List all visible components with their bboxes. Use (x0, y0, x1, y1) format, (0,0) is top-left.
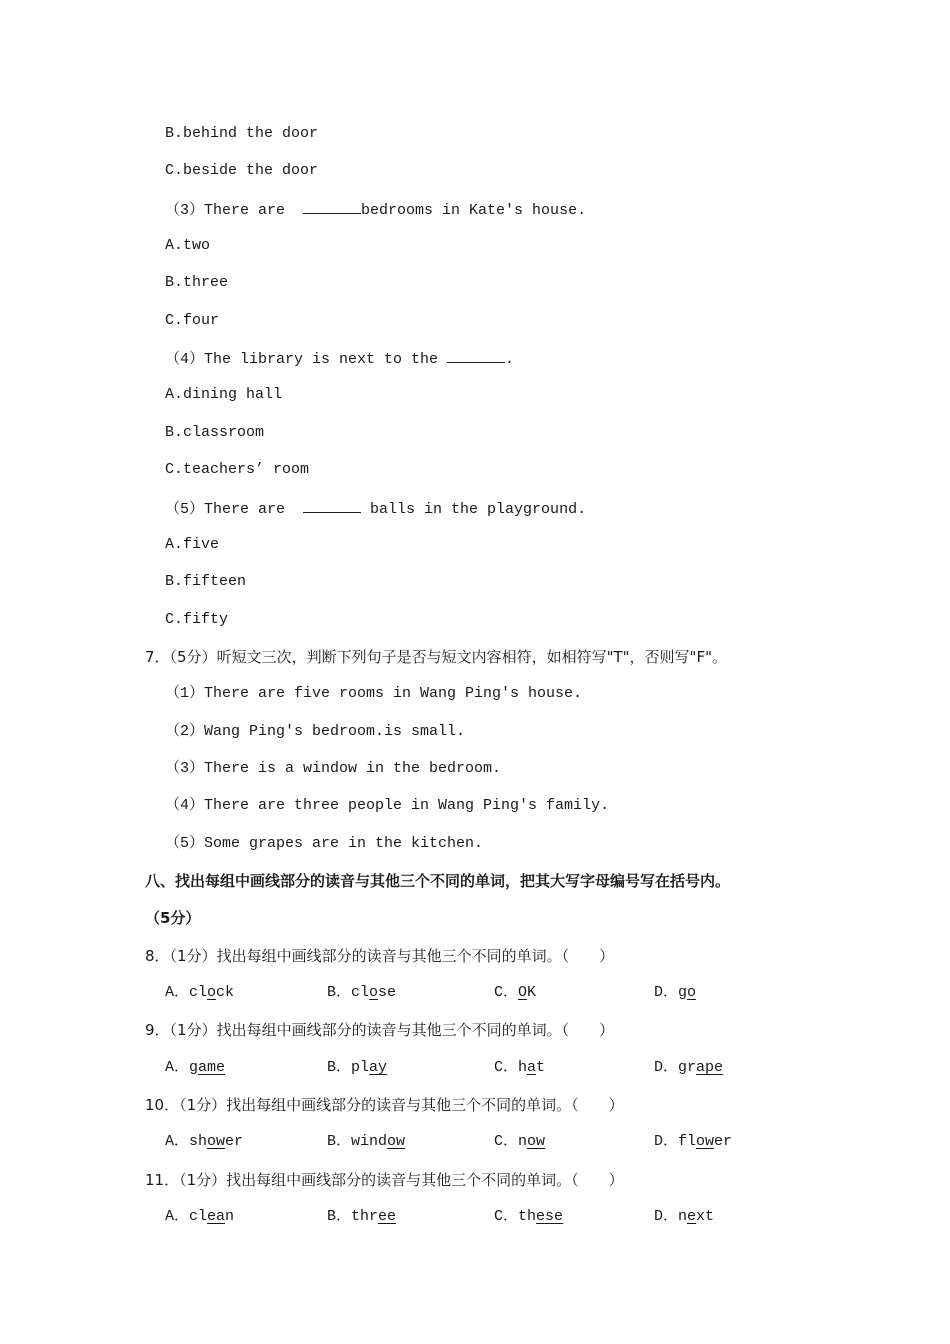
option-letter: B． (327, 1208, 352, 1225)
word-part: n (518, 1133, 528, 1150)
q10-prompt: 10．（1分）找出每组中画线部分的读音与其他三个不同的单词。（ ） (145, 1096, 624, 1114)
word-part: thr (351, 1208, 379, 1225)
option-letter: B． (327, 984, 352, 1001)
option-letter: D． (654, 1059, 679, 1076)
q7-item-1: （1）There are five rooms in Wang Ping's house. (165, 685, 583, 702)
option-letter: A． (165, 1059, 190, 1076)
section-8-score: （5分） (145, 909, 201, 927)
word-part: n (225, 1208, 235, 1225)
underlined-part: o (207, 984, 217, 1001)
underlined-part: ape (696, 1059, 724, 1076)
underlined-part: e (687, 1208, 697, 1225)
word-part: ck (216, 984, 235, 1001)
underlined-part: ese (536, 1208, 564, 1225)
underlined-part: a (527, 1059, 537, 1076)
q9-option-d[interactable] (654, 1058, 723, 1078)
word-part: er (714, 1133, 733, 1150)
underlined-part: ame (198, 1059, 226, 1076)
word-part: n (678, 1208, 688, 1225)
q6-5-option-c: C.fifty (165, 611, 229, 628)
option-letter: A． (165, 1208, 190, 1225)
q6-3-stem-post: bedrooms in Kate's house. (361, 202, 587, 219)
section-8-heading: 八、找出每组中画线部分的读音与其他三个不同的单词，把其大写字母编号写在括号内。 (145, 872, 731, 890)
q7-item-4: （4）There are three people in Wang Ping's family. (165, 797, 610, 814)
q6-4-stem-pre: （4）The library is next to the (165, 351, 448, 368)
q6-5-option-a: A.five (165, 536, 220, 553)
q6-5-stem-pre: （5）There are (165, 501, 304, 518)
word-part: g (189, 1059, 199, 1076)
q6-4-stem-post: . (505, 351, 515, 368)
q9-option-c[interactable] (494, 1058, 545, 1078)
q9-option-a[interactable] (165, 1058, 225, 1078)
option-letter: C． (494, 1208, 519, 1225)
option-letter: A． (165, 1133, 190, 1150)
option-letter: C． (494, 1133, 519, 1150)
word-part: wind (351, 1133, 388, 1150)
q8-option-a[interactable] (165, 983, 234, 1003)
underlined-part: ow (207, 1133, 226, 1150)
word-part: pl (351, 1059, 370, 1076)
q8-option-d[interactable] (654, 983, 696, 1003)
q7-item-5: （5）Some grapes are in the kitchen. (165, 835, 484, 852)
q10-option-c[interactable] (494, 1132, 545, 1152)
answer-blank (303, 199, 361, 214)
word-part: g (678, 984, 688, 1001)
word-part: t (536, 1059, 546, 1076)
q9-prompt: 9．（1分）找出每组中画线部分的读音与其他三个不同的单词。（ ） (145, 1021, 615, 1039)
q10-option-a[interactable] (165, 1132, 243, 1152)
word-part: fl (678, 1133, 697, 1150)
q6-4-option-c: C.teachers’ room (165, 461, 310, 478)
word-part: sh (189, 1133, 208, 1150)
q6-3-stem (165, 199, 586, 221)
underlined-part: O (518, 984, 528, 1001)
q8-prompt: 8．（1分）找出每组中画线部分的读音与其他三个不同的单词。（ ） (145, 947, 615, 965)
underlined-part: ay (369, 1059, 388, 1076)
q8-option-c[interactable] (494, 983, 536, 1003)
underlined-part: ow (527, 1133, 546, 1150)
underlined-part: ea (207, 1208, 226, 1225)
q6-5-stem (165, 498, 586, 520)
q6-5-option-b: B.fifteen (165, 573, 247, 590)
option-letter: D． (654, 1208, 679, 1225)
word-part: h (518, 1059, 528, 1076)
word-part: gr (678, 1059, 697, 1076)
q11-prompt: 11．（1分）找出每组中画线部分的读音与其他三个不同的单词。（ ） (145, 1171, 624, 1189)
option-letter: D． (654, 1133, 679, 1150)
q6-4-option-b: B.classroom (165, 424, 265, 441)
q11-option-a[interactable] (165, 1207, 234, 1227)
q8-option-b[interactable] (327, 983, 396, 1003)
q6-3-option-b: B.three (165, 274, 229, 291)
q7-item-3: （3）There is a window in the bedroom. (165, 760, 502, 777)
word-part: K (527, 984, 537, 1001)
q11-option-d[interactable] (654, 1207, 714, 1227)
option-letter: B． (327, 1059, 352, 1076)
option-letter: C． (494, 1059, 519, 1076)
underlined-part: ow (696, 1133, 715, 1150)
underlined-part: o (369, 984, 379, 1001)
answer-blank (447, 348, 505, 363)
q6-4-stem (165, 348, 514, 370)
word-part: xt (696, 1208, 715, 1225)
q6-3-option-c: C.four (165, 312, 220, 329)
q6-4-option-a: A.dining hall (165, 386, 283, 403)
word-part: cl (189, 984, 208, 1001)
q11-option-b[interactable] (327, 1207, 396, 1227)
q10-option-d[interactable] (654, 1132, 732, 1152)
word-part: er (225, 1133, 244, 1150)
word-part: cl (189, 1208, 208, 1225)
q7-item-2: （2）Wang Ping's bedroom.is small. (165, 723, 466, 740)
q9-option-b[interactable] (327, 1058, 387, 1078)
q10-option-b[interactable] (327, 1132, 405, 1152)
q6-2-option-c: C.beside the door (165, 162, 319, 179)
q6-2-option-b: B.behind the door (165, 125, 319, 142)
q6-5-stem-post: balls in the playground. (361, 501, 587, 518)
q11-option-c[interactable] (494, 1207, 563, 1227)
option-letter: C． (494, 984, 519, 1001)
option-letter: B． (327, 1133, 352, 1150)
option-letter: A． (165, 984, 190, 1001)
q6-3-stem-pre: （3）There are (165, 202, 304, 219)
option-letter: D． (654, 984, 679, 1001)
underlined-part: ow (387, 1133, 406, 1150)
word-part: se (378, 984, 397, 1001)
q6-3-option-a: A.two (165, 237, 211, 254)
word-part: th (518, 1208, 537, 1225)
answer-blank (303, 498, 361, 513)
underlined-part: o (687, 984, 697, 1001)
q7-title: 7．（5分）听短文三次，判断下列句子是否与短文内容相符，如相符写"T"，否则写"F"。 (145, 648, 727, 666)
word-part: cl (351, 984, 370, 1001)
underlined-part: ee (378, 1208, 397, 1225)
